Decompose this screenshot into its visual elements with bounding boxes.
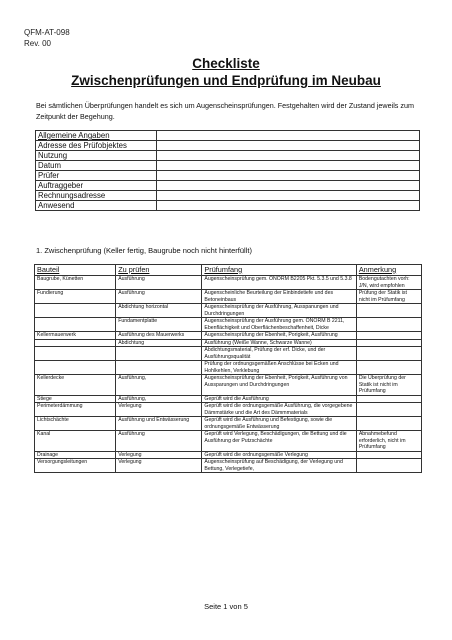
pruefumfang-cell: Augenscheinliche Beurteilung der Einbindetiefe und des Betoneinbaus [202,290,356,304]
general-row [36,191,420,201]
bauteil-cell: Kanal [35,431,116,452]
general-row-label: Nutzung [36,151,157,161]
pruefumfang-cell: Geprüft wird die ordnungsgemäße Ausführung, die vorgegebene Dämmstärke und die Art des Dämmmaterials [202,403,356,417]
general-row-value-field[interactable] [157,151,420,161]
revision: Rev. 00 [24,39,51,48]
general-row-value-field[interactable] [157,171,420,181]
bauteil-cell [35,361,116,375]
general-row-label: Anwesend [36,201,157,211]
pruefumfang-cell: Geprüft wird die Ausführung und Befestigung, sowie die ordnungsgemäße Entwässerung [202,417,356,431]
anmerkung-cell: Prüfung der Statik ist nicht im Prüfumfang [356,290,421,304]
general-row [36,161,420,171]
column-header-anmerkung: Anmerkung [356,265,421,276]
general-row-label: Adresse des Prüfobjektes [36,141,157,151]
title-line-2: Zwischenprüfungen und Endprüfung im Neubau [71,73,381,88]
bauteil-cell [35,318,116,332]
anmerkung-cell [356,318,421,332]
column-header-pruefumfang: Prüfumfang [202,265,356,276]
zu-pruefen-cell: Ausführung, [116,375,202,396]
zu-pruefen-cell: Verlegung [116,451,202,459]
general-header-value [157,131,420,141]
pruefumfang-cell: Geprüft wird die Ausführung [202,395,356,403]
pruefumfang-cell: Augenscheinsprüfung gem. ÖNORM B2205 Pkt. 5.3.5 und 5.3.8 [202,276,356,290]
bauteil-cell: Drainage [35,451,116,459]
anmerkung-cell [356,347,421,361]
form-number: QFM-AT-098 [24,28,70,37]
zu-pruefen-cell [116,361,202,375]
anmerkung-cell: Abnahmebefund erforderlich, nicht im Prüfumfang [356,431,421,452]
table-row [35,276,422,290]
general-row-label: Prüfer [36,171,157,181]
anmerkung-cell [356,417,421,431]
pruefumfang-cell: Augenscheinsprüfung der Ebenheit, Porigkeit, Ausführung [202,332,356,340]
document-title [0,55,452,89]
general-row [36,151,420,161]
title-line-1: Checkliste [192,56,260,71]
table-row [35,290,422,304]
column-header-zu-pruefen: Zu prüfen [116,265,202,276]
table-row [35,318,422,332]
anmerkung-cell: Die Überprüfung der Statik ist nicht im Prüfumfang [356,375,421,396]
general-row-value-field[interactable] [157,141,420,151]
bauteil-cell: Perimeterdämmung [35,403,116,417]
general-header-label: Allgemeine Angaben [36,131,157,141]
section-1-heading: 1. Zwischenprüfung (Keller fertig, Baugrube noch nicht hinterfüllt) [36,246,252,255]
column-header-bauteil: Bauteil [35,265,116,276]
checks-table [34,264,422,473]
intro-text: Bei sämtlichen Überprüfungen handelt es sich um Augenscheinsprüfungen. Festgehalten wird der Zustand jeweils zum Zeitpunkt der Begehung. [36,101,414,121]
general-row [36,201,420,211]
bauteil-cell: Fundierung [35,290,116,304]
pruefumfang-cell: Ausführung (Weiße Wanne, Schwarze Wanne) [202,339,356,347]
anmerkung-cell [356,395,421,403]
bauteil-cell [35,304,116,318]
pruefumfang-cell: Geprüft wird die ordnungsgemäße Verlegung [202,451,356,459]
anmerkung-cell [356,332,421,340]
general-header-row [36,131,420,141]
table-row [35,375,422,396]
general-row [36,181,420,191]
anmerkung-cell [356,459,421,473]
general-info-table [35,130,420,211]
table-row [35,339,422,347]
anmerkung-cell [356,361,421,375]
table-row [35,395,422,403]
pruefumfang-cell: Augenscheinsprüfung auf Beschädigung, der Verlegung und Bettung, Verlegetiefe, [202,459,356,473]
bauteil-cell [35,347,116,361]
pruefumfang-cell: Augenscheinsprüfung der Ausführung gem. ÖNORM B 2211, Ebenflächigkeit und Oberflächenbeschaffenheit, Dicke [202,318,356,332]
pruefumfang-cell: Geprüft wird Verlegung, Beschädigungen, die Bettung und die Ausführung der Putzschächte [202,431,356,452]
table-row [35,361,422,375]
document-id [24,27,70,49]
pruefumfang-cell: Abdichtungsmaterial, Prüfung der erf. Dicke, und der Ausführungsqualität [202,347,356,361]
zu-pruefen-cell: Ausführung, [116,395,202,403]
anmerkung-cell [356,451,421,459]
zu-pruefen-cell: Verlegung [116,403,202,417]
table-row [35,304,422,318]
zu-pruefen-cell: Ausführung [116,431,202,452]
bauteil-cell: Stiege [35,395,116,403]
pruefumfang-cell: Augenscheinsprüfung der Ausführung, Ausspanungen und Durchdringungen [202,304,356,318]
zu-pruefen-cell: Abdichtung horizontal [116,304,202,318]
zu-pruefen-cell: Ausführung und Entwässerung [116,417,202,431]
general-row-value-field[interactable] [157,181,420,191]
table-row [35,417,422,431]
general-row-label: Datum [36,161,157,171]
general-row-label: Rechnungsadresse [36,191,157,201]
table-row [35,459,422,473]
table-row [35,332,422,340]
zu-pruefen-cell: Ausführung des Mauerwerks [116,332,202,340]
general-row-value-field[interactable] [157,191,420,201]
anmerkung-cell [356,339,421,347]
table-row [35,403,422,417]
zu-pruefen-cell: Verlegung [116,459,202,473]
anmerkung-cell [356,403,421,417]
anmerkung-cell: Bodengutachten vorh: J/N, wird empfohlen [356,276,421,290]
pruefumfang-cell: Prüfung der ordnungsgemäßen Anschlüsse bei Ecken und Hohlkehlen, Verklebung [202,361,356,375]
bauteil-cell [35,339,116,347]
table-row [35,431,422,452]
zu-pruefen-cell: Ausführung [116,290,202,304]
zu-pruefen-cell: Ausführung [116,276,202,290]
zu-pruefen-cell: Fundamentplatte [116,318,202,332]
bauteil-cell: Versorgungsleitungen [35,459,116,473]
general-row [36,141,420,151]
general-row-label: Auftraggeber [36,181,157,191]
table-row [35,347,422,361]
pruefumfang-cell: Augenscheinsprüfung der Ebenheit, Porigkeit, Ausführung von Aussparungen und Durchdringungen [202,375,356,396]
checks-header-row [35,265,422,276]
bauteil-cell: Lichtschächte [35,417,116,431]
bauteil-cell: Kellerdecke [35,375,116,396]
zu-pruefen-cell: Abdichtung [116,339,202,347]
general-row-value-field[interactable] [157,161,420,171]
page-footer: Seite 1 von 5 [204,602,248,611]
zu-pruefen-cell [116,347,202,361]
table-row [35,451,422,459]
general-row [36,171,420,181]
anmerkung-cell [356,304,421,318]
bauteil-cell: Kellermauerwerk [35,332,116,340]
general-row-value-field[interactable] [157,201,420,211]
bauteil-cell: Baugrube, Künetten [35,276,116,290]
